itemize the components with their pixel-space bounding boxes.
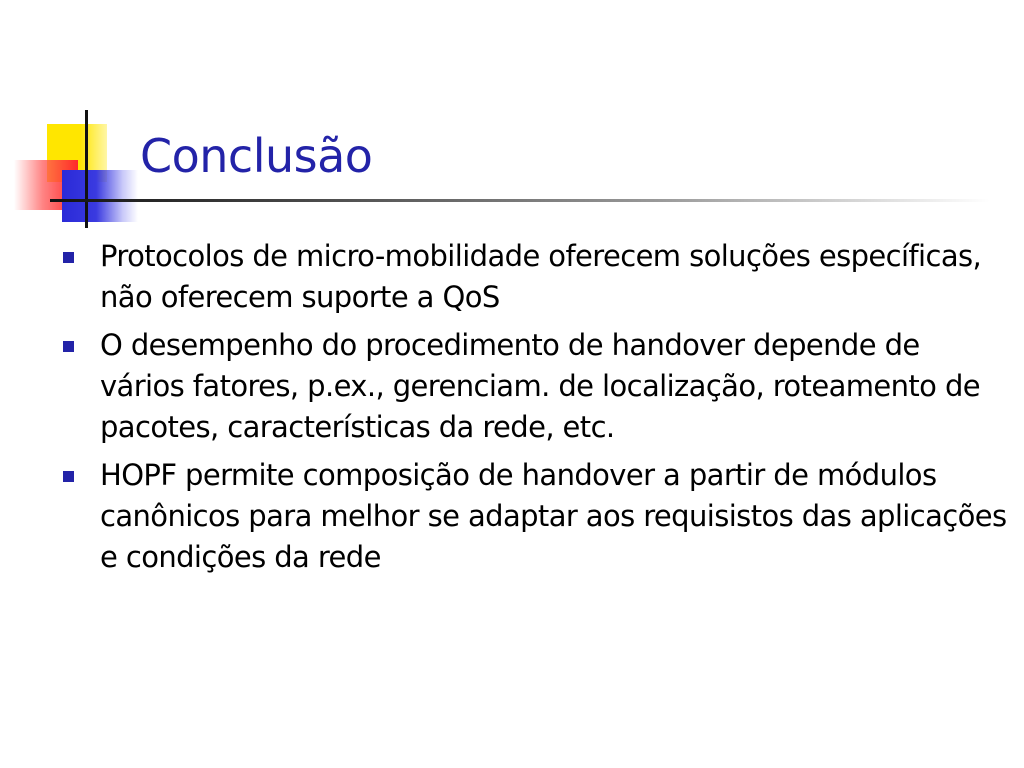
square-bullet-icon — [63, 341, 74, 352]
bullet-item — [60, 325, 1010, 448]
decorative-blue-square — [62, 170, 138, 222]
bullet-text: O desempenho do procedimento de handover depende de vários fatores, p.ex., gerenciam. de localização, roteamento de pacotes, características da rede, etc. — [100, 328, 980, 444]
bullet-item — [60, 236, 1010, 318]
square-bullet-icon — [63, 471, 74, 482]
bullet-item — [60, 455, 1010, 578]
bullet-text: HOPF permite composição de handover a partir de módulos canônicos para melhor se adaptar aos requisistos das aplicações e condições da rede — [100, 458, 1007, 574]
decorative-vertical-line — [85, 110, 88, 228]
bullet-list — [60, 236, 1010, 585]
bullet-text: Protocolos de micro-mobilidade oferecem soluções específicas, não oferecem suporte a QoS — [100, 239, 982, 314]
slide-title: Conclusão — [140, 129, 373, 183]
square-bullet-icon — [63, 252, 74, 263]
title-underline — [50, 199, 990, 202]
